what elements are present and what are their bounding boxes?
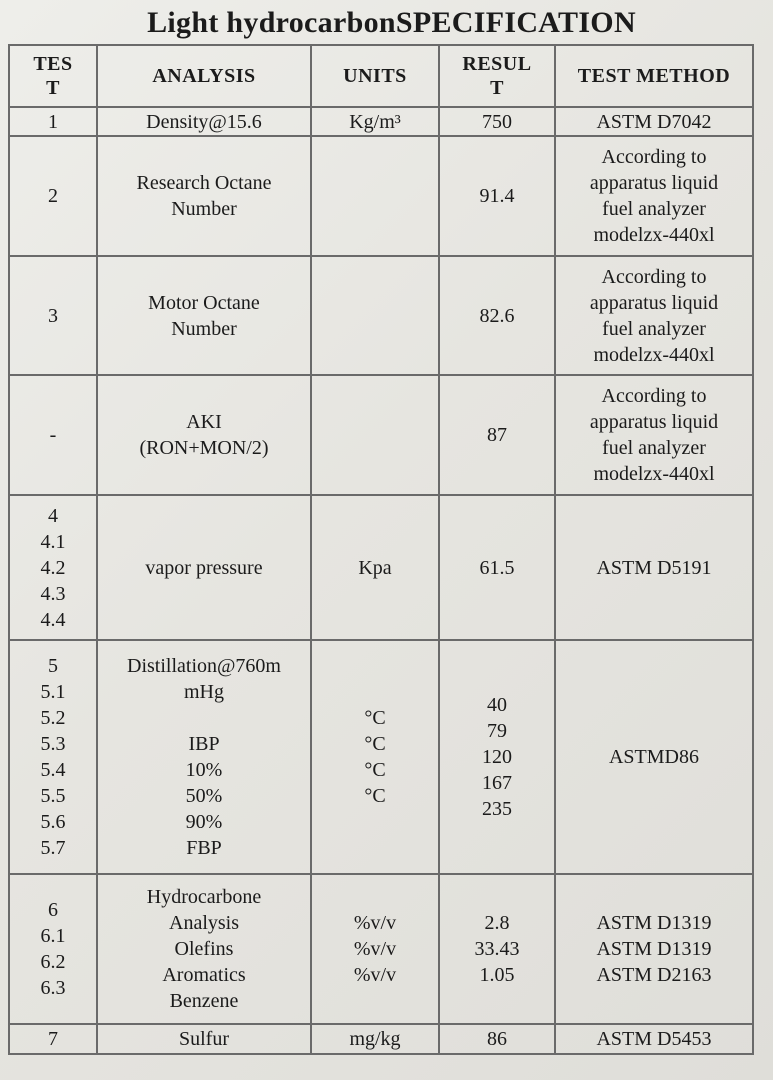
cell-analysis: vapor pressure (97, 495, 311, 640)
cell-test: 4 4.1 4.2 4.3 4.4 (9, 495, 97, 640)
table-header-row (9, 45, 753, 107)
cell-test: 1 (9, 107, 97, 136)
cell-analysis: Research Octane Number (97, 136, 311, 256)
cell-test-method: ASTM D5191 (555, 495, 753, 640)
header-test: TES T (9, 45, 97, 107)
cell-test: 5 5.1 5.2 5.3 5.4 5.5 5.6 5.7 (9, 640, 97, 874)
cell-units: %v/v %v/v %v/v (311, 874, 439, 1024)
cell-units: mg/kg (311, 1024, 439, 1054)
specification-table (8, 44, 754, 1055)
cell-result: 82.6 (439, 256, 555, 375)
table-row (9, 1024, 753, 1054)
cell-test: 7 (9, 1024, 97, 1054)
cell-analysis: Distillation@760m mHg IBP 10% 50% 90% FBP (97, 640, 311, 874)
table-row (9, 495, 753, 640)
cell-test-method: ASTM D7042 (555, 107, 753, 136)
cell-test: - (9, 375, 97, 495)
cell-result: 86 (439, 1024, 555, 1054)
document-title: Light hydrocarbonSPECIFICATION (147, 6, 636, 39)
cell-units (311, 136, 439, 256)
table-row (9, 874, 753, 1024)
cell-test-method: ASTM D5453 (555, 1024, 753, 1054)
cell-units (311, 375, 439, 495)
table-row (9, 375, 753, 495)
cell-test-method: According to apparatus liquid fuel analyzer modelzx-440xl (555, 375, 753, 495)
cell-analysis: Motor Octane Number (97, 256, 311, 375)
header-units: UNITS (311, 45, 439, 107)
header-test-method: TEST METHOD (555, 45, 753, 107)
cell-analysis: Sulfur (97, 1024, 311, 1054)
cell-result: 2.8 33.43 1.05 (439, 874, 555, 1024)
cell-analysis: AKI (RON+MON/2) (97, 375, 311, 495)
cell-units (311, 256, 439, 375)
cell-test-method: ASTMD86 (555, 640, 753, 874)
cell-result: 91.4 (439, 136, 555, 256)
cell-result: 750 (439, 107, 555, 136)
cell-result: 40 79 120 167 235 (439, 640, 555, 874)
header-analysis: ANALYSIS (97, 45, 311, 107)
cell-analysis: Density@15.6 (97, 107, 311, 136)
cell-analysis: Hydrocarbone Analysis Olefins Aromatics Benzene (97, 874, 311, 1024)
table-row (9, 107, 753, 136)
table-row (9, 136, 753, 256)
cell-test: 6 6.1 6.2 6.3 (9, 874, 97, 1024)
cell-test-method: According to apparatus liquid fuel analyzer modelzx-440xl (555, 136, 753, 256)
table-row (9, 256, 753, 375)
table-row (9, 640, 753, 874)
cell-test-method: ASTM D1319 ASTM D1319 ASTM D2163 (555, 874, 753, 1024)
cell-test: 2 (9, 136, 97, 256)
cell-test-method: According to apparatus liquid fuel analyzer modelzx-440xl (555, 256, 753, 375)
cell-units: °C °C °C °C (311, 640, 439, 874)
cell-result: 87 (439, 375, 555, 495)
cell-units: Kpa (311, 495, 439, 640)
cell-test: 3 (9, 256, 97, 375)
cell-result: 61.5 (439, 495, 555, 640)
header-result: RESUL T (439, 45, 555, 107)
cell-units: Kg/m³ (311, 107, 439, 136)
